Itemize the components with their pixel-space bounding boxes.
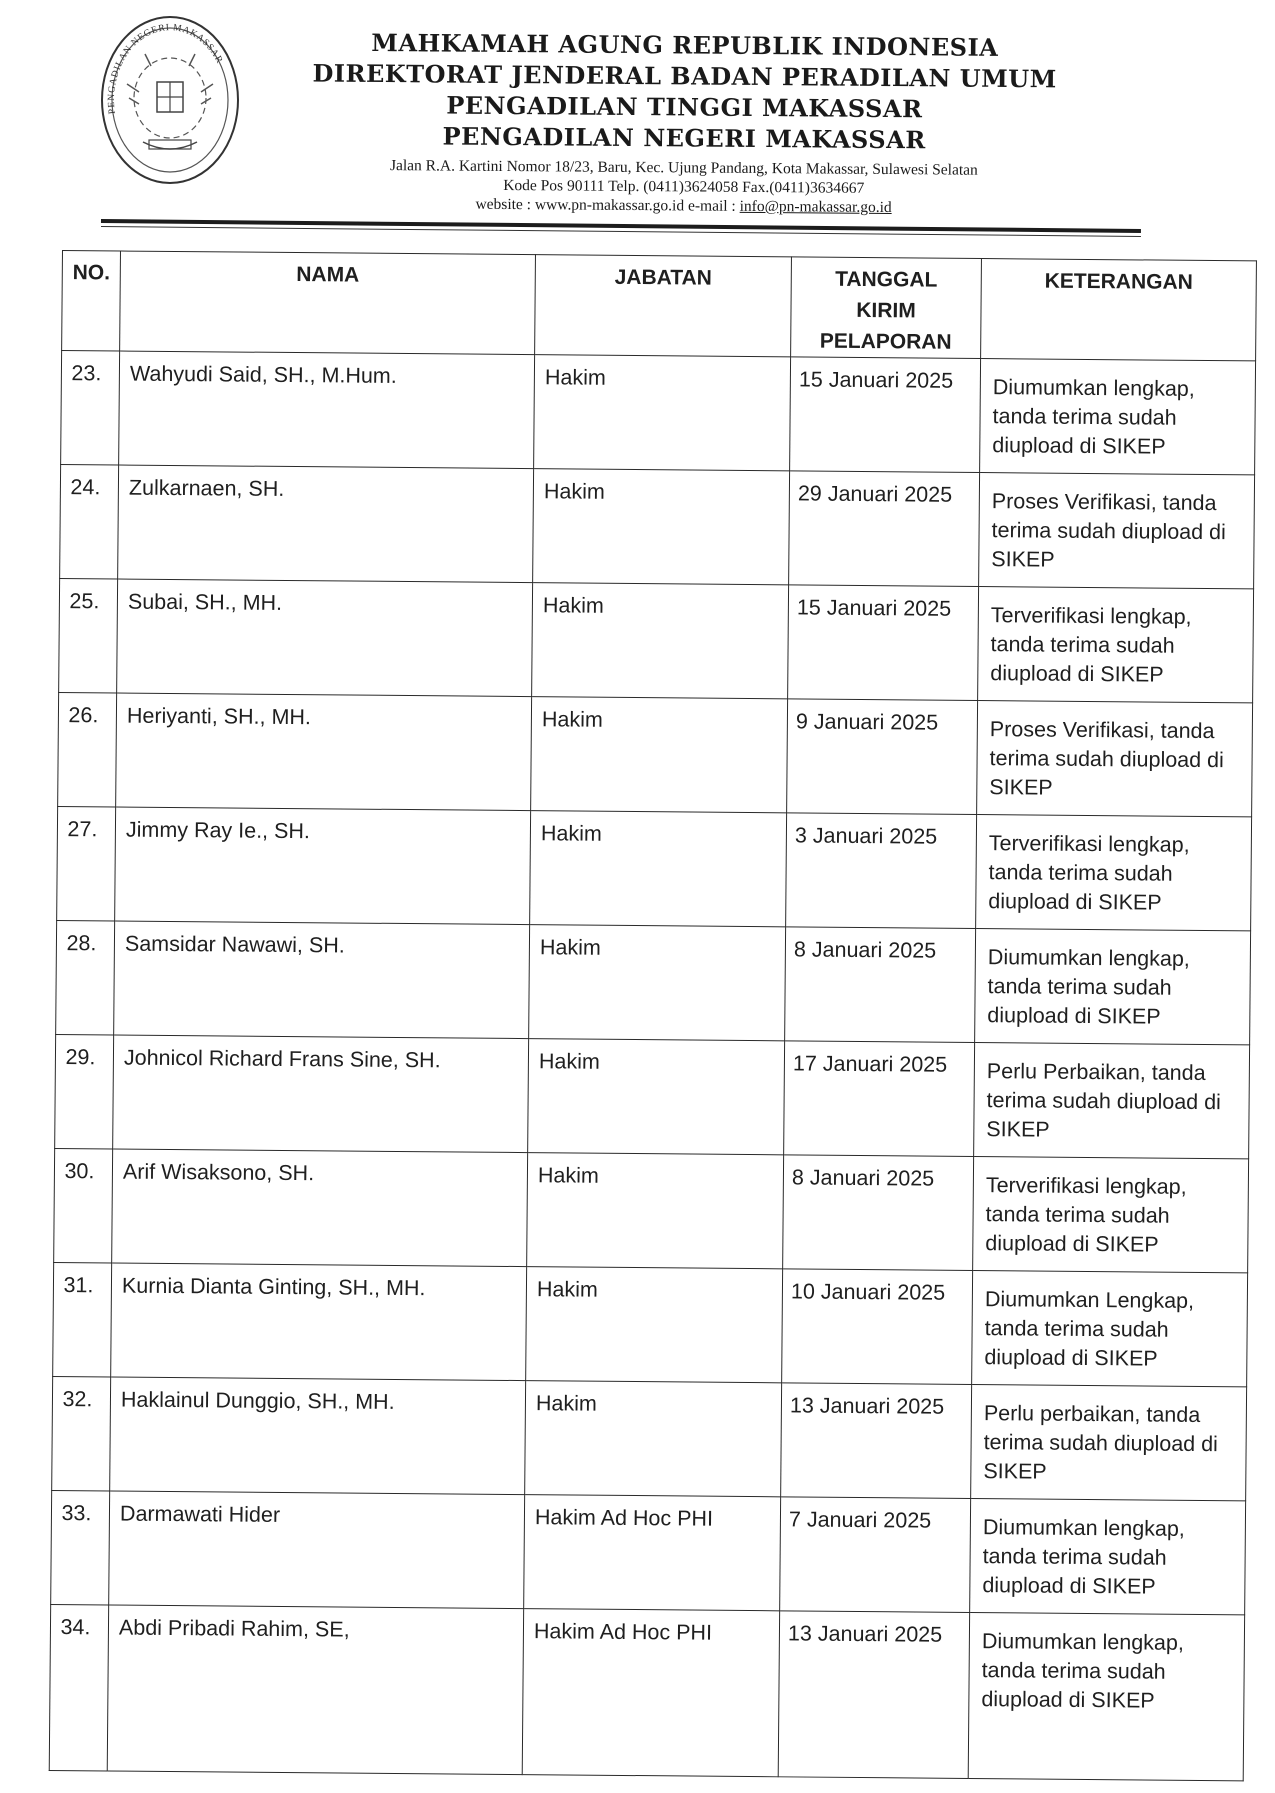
- cell-keterangan: [980, 359, 1256, 475]
- cell-keterangan: [978, 587, 1254, 703]
- seal-text: PENGADILAN NEGERI MAKASSAR: [106, 23, 225, 115]
- cell-nama: Abdi Pribadi Rahim, SE,: [107, 1605, 523, 1775]
- table-body: [49, 351, 1255, 1781]
- keterangan-text: Diumumkan lengkap, tanda terima sudah diupload di SIKEP: [982, 1515, 1185, 1599]
- cell-nama: Haklainul Dunggio, SH., MH.: [110, 1377, 526, 1495]
- header-tanggal-line-2: KIRIM: [856, 298, 916, 323]
- keterangan-text: Proses Verifikasi, tanda terima sudah diupload di SIKEP: [989, 717, 1224, 800]
- keterangan-text: Terverifikasi lengkap, tanda terima sudah diupload di SIKEP: [985, 1173, 1187, 1257]
- letterhead-address: Jalan R.A. Kartini Nomor 18/23, Baru, Kec. Ujung Pandang, Kota Makassar, Sulawesi Selatan: [389, 157, 978, 179]
- cell-nama: Arif Wisaksono, SH.: [112, 1149, 528, 1267]
- cell-no: 32.: [52, 1376, 111, 1491]
- keterangan-text: Perlu perbaikan, tanda terima sudah diupload di SIKEP: [983, 1401, 1218, 1484]
- cell-nama: Kurnia Dianta Ginting, SH., MH.: [111, 1263, 527, 1381]
- keterangan-text: Terverifikasi lengkap, tanda terima sudah diupload di SIKEP: [990, 603, 1192, 687]
- table-row: [49, 1604, 1244, 1780]
- cell-no: 29.: [55, 1034, 114, 1149]
- header-keterangan: KETERANGAN: [981, 259, 1257, 361]
- cell-tanggal: 13 Januari 2025: [781, 1383, 972, 1499]
- cell-nama: Samsidar Nawawi, SH.: [114, 921, 530, 1039]
- letterhead-website: website : www.pn-makassar.go.id e-mail :: [475, 195, 740, 215]
- letterhead-contact: Kode Pos 90111 Telp. (0411)3624058 Fax.(0411)3634667: [503, 176, 865, 197]
- email-link[interactable]: info@pn-makassar.go.id: [739, 197, 892, 217]
- cell-no: 31.: [53, 1262, 112, 1377]
- keterangan-text: Diumumkan Lengkap, tanda terima sudah diupload di SIKEP: [984, 1287, 1195, 1371]
- cell-jabatan: Hakim: [527, 1153, 784, 1269]
- cell-nama: Johnicol Richard Frans Sine, SH.: [113, 1035, 529, 1153]
- table-row: [60, 464, 1255, 588]
- cell-no: 27.: [57, 806, 116, 921]
- header-tanggal: [791, 257, 982, 359]
- cell-jabatan: Hakim: [528, 1039, 785, 1155]
- letterhead-line-4: PENGADILAN NEGERI MAKASSAR: [442, 121, 926, 155]
- cell-jabatan: Hakim: [532, 583, 789, 699]
- cell-nama: Subai, SH., MH.: [117, 579, 533, 697]
- cell-keterangan: [974, 1042, 1250, 1158]
- table-row: [53, 1262, 1248, 1386]
- cell-nama: Darmawati Hider: [109, 1491, 525, 1609]
- cell-no: 28.: [56, 920, 115, 1035]
- cell-keterangan: [976, 815, 1252, 931]
- table-header-row: [62, 251, 1257, 361]
- cell-keterangan: [979, 473, 1255, 589]
- table-row: [56, 920, 1251, 1044]
- cell-keterangan: [972, 1270, 1248, 1386]
- header-jabatan: JABATAN: [535, 255, 792, 357]
- cell-keterangan: [968, 1612, 1244, 1780]
- report-table-container: [49, 250, 1256, 1781]
- table-row: [54, 1148, 1249, 1272]
- cell-no: 30.: [54, 1148, 113, 1263]
- cell-nama: Wahyudi Said, SH., M.Hum.: [119, 351, 535, 469]
- cell-keterangan: [971, 1384, 1247, 1500]
- table-row: [51, 1490, 1246, 1614]
- cell-tanggal: 3 Januari 2025: [786, 813, 977, 929]
- cell-keterangan: [977, 701, 1253, 817]
- cell-tanggal: 29 Januari 2025: [789, 471, 980, 587]
- table-row: [52, 1376, 1247, 1500]
- cell-jabatan: Hakim: [531, 697, 788, 813]
- cell-jabatan: Hakim: [526, 1267, 783, 1383]
- table-row: [61, 351, 1256, 475]
- cell-no: 34.: [49, 1604, 108, 1770]
- header-no: NO.: [62, 251, 121, 352]
- court-seal-logo: [99, 14, 241, 186]
- cell-keterangan: [973, 1156, 1249, 1272]
- table-row: [57, 806, 1252, 930]
- report-table: [49, 250, 1257, 1781]
- letterhead-line-3: PENGADILAN TINGGI MAKASSAR: [446, 90, 923, 124]
- cell-no: 26.: [58, 692, 117, 807]
- cell-tanggal: 9 Januari 2025: [787, 699, 978, 815]
- cell-tanggal: 15 Januari 2025: [788, 585, 979, 701]
- table-row: [55, 1034, 1250, 1158]
- cell-no: 24.: [60, 464, 119, 579]
- cell-jabatan: Hakim: [534, 355, 791, 471]
- cell-tanggal: 15 Januari 2025: [790, 357, 981, 473]
- letterhead-line-1: MAHKAMAH AGUNG REPUBLIK INDONESIA: [371, 27, 999, 62]
- cell-tanggal: 17 Januari 2025: [784, 1041, 975, 1157]
- letterhead-line-2: DIREKTORAT JENDERAL BADAN PERADILAN UMUM: [312, 58, 1057, 94]
- cell-jabatan: Hakim: [533, 469, 790, 585]
- header-tanggal-line-1: TANGGAL: [835, 267, 938, 292]
- cell-nama: Zulkarnaen, SH.: [118, 465, 534, 583]
- cell-no: 25.: [59, 578, 118, 693]
- cell-no: 33.: [51, 1490, 110, 1605]
- cell-nama: Heriyanti, SH., MH.: [116, 693, 532, 811]
- cell-jabatan: Hakim: [529, 925, 786, 1041]
- keterangan-text: Diumumkan lengkap, tanda terima sudah diupload di SIKEP: [981, 1629, 1184, 1713]
- cell-jabatan: Hakim Ad Hoc PHI: [522, 1609, 779, 1777]
- keterangan-text: Proses Verifikasi, tanda terima sudah diupload di SIKEP: [991, 489, 1226, 572]
- keterangan-text: Diumumkan lengkap, tanda terima sudah diupload di SIKEP: [987, 945, 1190, 1029]
- cell-nama: Jimmy Ray Ie., SH.: [115, 807, 531, 925]
- cell-tanggal: 8 Januari 2025: [783, 1155, 974, 1271]
- cell-jabatan: Hakim: [530, 811, 787, 927]
- header-nama: NAMA: [120, 251, 536, 355]
- keterangan-text: Perlu Perbaikan, tanda terima sudah diupload di SIKEP: [986, 1059, 1221, 1142]
- cell-jabatan: Hakim: [525, 1381, 782, 1497]
- cell-no: 23.: [61, 351, 120, 466]
- cell-jabatan: Hakim Ad Hoc PHI: [524, 1495, 781, 1611]
- cell-tanggal: 8 Januari 2025: [785, 927, 976, 1043]
- cell-keterangan: [975, 928, 1251, 1044]
- keterangan-text: Diumumkan lengkap, tanda terima sudah diupload di SIKEP: [992, 375, 1195, 459]
- table-row: [59, 578, 1254, 702]
- keterangan-text: Terverifikasi lengkap, tanda terima sudah diupload di SIKEP: [988, 831, 1190, 915]
- table-row: [58, 692, 1253, 816]
- letterhead: [249, 26, 1120, 219]
- header-tanggal-line-3: PELAPORAN: [819, 329, 952, 354]
- cell-tanggal: 10 Januari 2025: [782, 1269, 973, 1385]
- cell-tanggal: 7 Januari 2025: [780, 1497, 971, 1613]
- cell-keterangan: [970, 1498, 1246, 1614]
- cell-tanggal: 13 Januari 2025: [778, 1611, 969, 1779]
